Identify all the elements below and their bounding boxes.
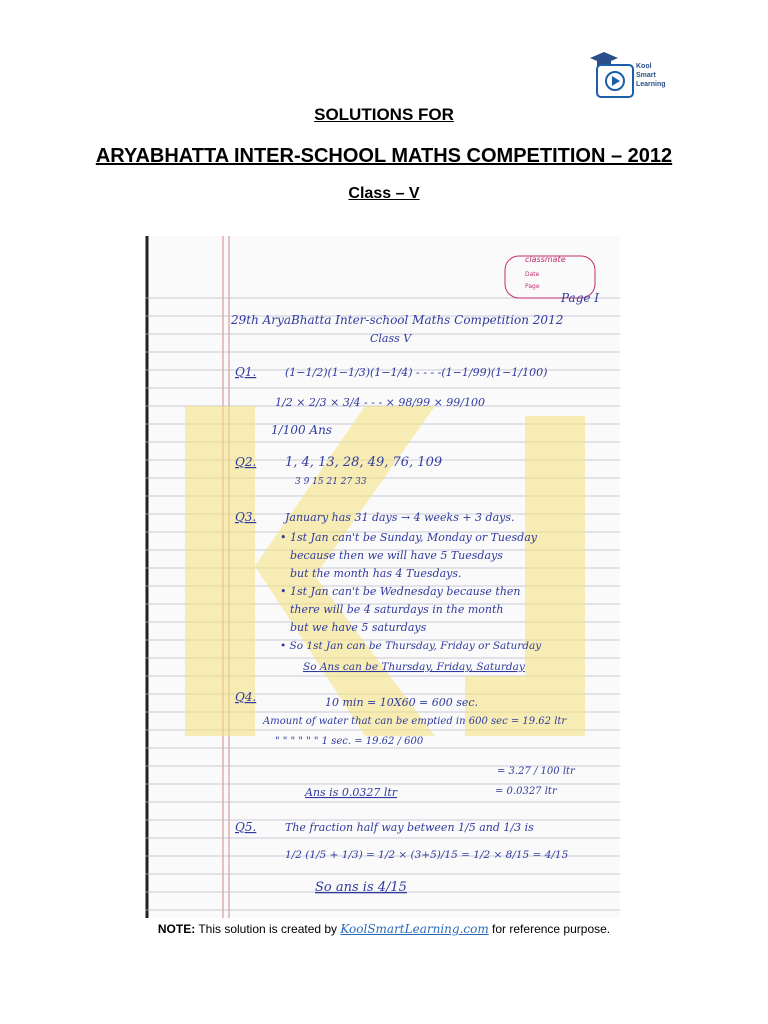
svg-text:Date: Date <box>525 271 540 278</box>
q4-line3: " " " " " " 1 sec. = 19.62 / 600 <box>275 736 424 747</box>
title-competition: ARYABHATTA INTER-SCHOOL MATHS COMPETITION – 2012 <box>95 145 673 167</box>
q3-line-2: because then we will have 5 Tuesdays <box>290 549 503 562</box>
q5-line2: 1/2 (1/5 + 1/3) = 1/2 × (3+5)/15 = 1/2 × 8/15 = 4/15 <box>285 849 569 861</box>
note-suffix: for reference purpose. <box>488 922 611 936</box>
q5-label: Q5. <box>235 820 257 834</box>
q3-line-1: • 1st Jan can't be Sunday, Monday or Tuesday <box>280 531 537 544</box>
logo-line2: Smart <box>636 72 656 79</box>
note-prefix: NOTE: <box>157 922 196 936</box>
q3-line-8: So Ans can be Thursday, Friday, Saturday <box>303 661 525 673</box>
title-class: Class – V <box>348 185 420 202</box>
sheet-class: Class V <box>370 332 412 345</box>
footer-note <box>0 922 768 936</box>
title-solutions-for: SOLUTIONS FOR <box>314 105 454 124</box>
q3-line-6: but we have 5 saturdays <box>290 621 427 634</box>
svg-text:classmate: classmate <box>525 255 566 264</box>
q4-line1: 10 min = 10X60 = 600 sec. <box>325 696 479 709</box>
q2-label: Q2. <box>235 455 257 469</box>
q1-line2: 1/2 × 2/3 × 3/4 - - - × 98/99 × 99/100 <box>275 396 485 409</box>
logo-line3: Learning <box>636 81 666 88</box>
sheet-header: 29th AryaBhatta Inter-school Maths Competition 2012 <box>231 313 564 327</box>
svg-text:Page: Page <box>525 283 540 290</box>
q4-label: Q4. <box>235 690 257 704</box>
q1-line1: (1−1/2)(1−1/3)(1−1/4) - - - -(1−1/99)(1−1/100) <box>285 366 548 379</box>
q1-answer: 1/100 Ans <box>271 423 332 437</box>
q3-label: Q3. <box>235 510 257 524</box>
q4-line5: = 0.0327 ltr <box>495 786 557 797</box>
logo-line1: Kool <box>636 63 652 70</box>
q5-answer: So ans is 4/15 <box>315 880 407 895</box>
q5-line1: The fraction half way between 1/5 and 1/3 is <box>285 821 534 834</box>
q3-line-5: there will be 4 saturdays in the month <box>290 603 504 616</box>
q4-answer: Ans is 0.0327 ltr <box>305 786 398 799</box>
q4-line4: = 3.27 / 100 ltr <box>497 766 575 777</box>
q2-sequence: 1, 4, 13, 28, 49, 76, 109 <box>285 455 443 470</box>
page-number: Page I <box>561 291 600 305</box>
q1-label: Q1. <box>235 365 257 379</box>
logo-text <box>636 62 666 89</box>
play-icon <box>596 64 634 98</box>
q3-line-4: • 1st Jan can't be Wednesday because then <box>280 585 521 598</box>
notebook-lines <box>145 236 620 918</box>
q3-line-0: January has 31 days → 4 weeks + 3 days. <box>285 511 515 524</box>
handwritten-notebook-page <box>145 236 620 918</box>
koolsmartlearning-link[interactable]: KoolSmartLearning.com <box>340 922 489 936</box>
koolsmartlearning-logo <box>588 48 678 100</box>
watermark-l <box>465 416 585 736</box>
q3-line-3: but the month has 4 Tuesdays. <box>290 567 462 580</box>
note-text: This solution is created by <box>195 922 341 936</box>
q4-line2: Amount of water that can be emptied in 600 sec = 19.62 ltr <box>263 716 567 727</box>
q3-line-7: • So 1st Jan can be Thursday, Friday or Saturday <box>280 640 542 652</box>
q2-differences: 3 9 15 21 27 33 <box>295 477 367 487</box>
